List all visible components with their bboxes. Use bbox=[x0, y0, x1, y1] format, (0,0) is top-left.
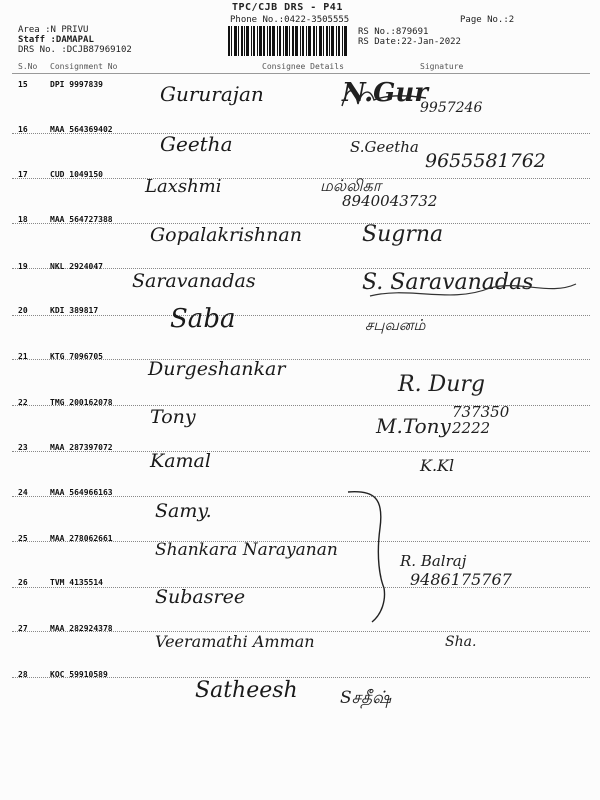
row-sno: 19 bbox=[18, 262, 28, 271]
bracket-scribble-icon bbox=[344, 488, 404, 628]
row-sno: 26 bbox=[18, 578, 28, 587]
signature-note: 9957246 bbox=[420, 100, 483, 116]
signature-note: 737350 2222 bbox=[452, 403, 510, 437]
signature: S.Geetha bbox=[350, 138, 419, 156]
consignee-name: Samy. bbox=[155, 500, 212, 522]
row-consignment: MAA 278062661 bbox=[50, 534, 113, 543]
signature: Sugrna bbox=[362, 222, 444, 247]
signature-note: 9486175767 bbox=[410, 570, 512, 589]
col-signature: Signature bbox=[420, 62, 464, 71]
row-consignment: KTG 7096705 bbox=[50, 352, 103, 361]
row-consignment: TVM 4135514 bbox=[50, 578, 103, 587]
page-number: Page No.:2 bbox=[460, 15, 515, 25]
signature: R. Durg bbox=[398, 372, 485, 397]
row-consignment: DPI 9997839 bbox=[50, 80, 103, 89]
row-sno: 18 bbox=[18, 215, 28, 224]
row-sno: 28 bbox=[18, 670, 28, 679]
signature: N.Gur bbox=[342, 78, 428, 108]
consignee-name: Geetha bbox=[160, 132, 233, 156]
row-sno: 15 bbox=[18, 80, 28, 89]
consignee-name: Tony bbox=[150, 406, 196, 428]
row-consignment: NKL 2924047 bbox=[50, 262, 103, 271]
col-consignment: Consignment No bbox=[50, 62, 118, 71]
header-divider bbox=[12, 73, 590, 74]
signature: சபுவனம் bbox=[365, 316, 426, 334]
signature-note: 9655581762 bbox=[425, 150, 546, 172]
barcode-icon bbox=[228, 26, 348, 56]
row-consignment: MAA 287397072 bbox=[50, 443, 113, 452]
row-sno: 21 bbox=[18, 352, 28, 361]
signature-note: 8940043732 bbox=[342, 192, 438, 210]
signature-scribble-icon bbox=[330, 276, 580, 306]
signature: மல்லிகா bbox=[320, 176, 382, 195]
consignee-name: Gopalakrishnan bbox=[150, 224, 302, 246]
row-consignment: MAA 564966163 bbox=[50, 488, 113, 497]
consignee-name: Gururajan bbox=[160, 82, 264, 106]
consignee-name: Durgeshankar bbox=[148, 358, 286, 380]
drs-title: TPC/CJB DRS - P41 bbox=[232, 2, 343, 13]
table-row bbox=[0, 670, 600, 724]
phone-number: Phone No.:0422-3505555 bbox=[230, 15, 350, 25]
consignee-name: Veeramathi Amman bbox=[155, 632, 315, 651]
consignee-name: Laxshmi bbox=[145, 176, 222, 197]
staff-field: Staff :DAMAPAL bbox=[18, 35, 94, 45]
rs-date: RS Date:22-Jan-2022 bbox=[358, 37, 461, 47]
row-sno: 17 bbox=[18, 170, 28, 179]
rs-number: RS No.:879691 bbox=[358, 27, 429, 37]
row-consignment: MAA 282924378 bbox=[50, 624, 113, 633]
row-consignment: KOC 59910589 bbox=[50, 670, 108, 679]
drs-number: DRS No. :DCJB87969102 bbox=[18, 45, 132, 55]
row-sno: 25 bbox=[18, 534, 28, 543]
consignee-name: Saba bbox=[170, 304, 236, 334]
col-sno: S.No bbox=[18, 62, 38, 71]
consignee-name: Saravanadas bbox=[132, 270, 256, 292]
row-sno: 27 bbox=[18, 624, 28, 633]
signature: Sசதீஷ் bbox=[340, 688, 392, 708]
row-consignment: MAA 564369402 bbox=[50, 125, 113, 134]
row-consignment: TMG 200162078 bbox=[50, 398, 113, 407]
row-sno: 22 bbox=[18, 398, 28, 407]
col-consignee: Consignee Details bbox=[262, 62, 344, 71]
row-sno: 16 bbox=[18, 125, 28, 134]
row-sno: 23 bbox=[18, 443, 28, 452]
signature-scribble-icon bbox=[340, 82, 430, 112]
consignee-name: Shankara Narayanan bbox=[155, 540, 338, 560]
area-field: Area :N PRIVU bbox=[18, 25, 89, 35]
signature: M.Tony bbox=[376, 414, 451, 438]
signature: K.Kl bbox=[420, 456, 455, 475]
row-sno: 20 bbox=[18, 306, 28, 315]
consignee-name: Subasree bbox=[155, 586, 246, 608]
row-consignment: CUD 1049150 bbox=[50, 170, 103, 179]
consignee-name: Satheesh bbox=[195, 678, 298, 703]
signature: Sha. bbox=[445, 634, 477, 650]
signature: R. Balraj bbox=[400, 552, 467, 570]
row-sno: 24 bbox=[18, 488, 28, 497]
row-consignment: KDI 389817 bbox=[50, 306, 99, 315]
signature: S. Saravanadas bbox=[362, 270, 534, 295]
row-consignment: MAA 564727388 bbox=[50, 215, 113, 224]
consignee-name: Kamal bbox=[150, 450, 211, 472]
